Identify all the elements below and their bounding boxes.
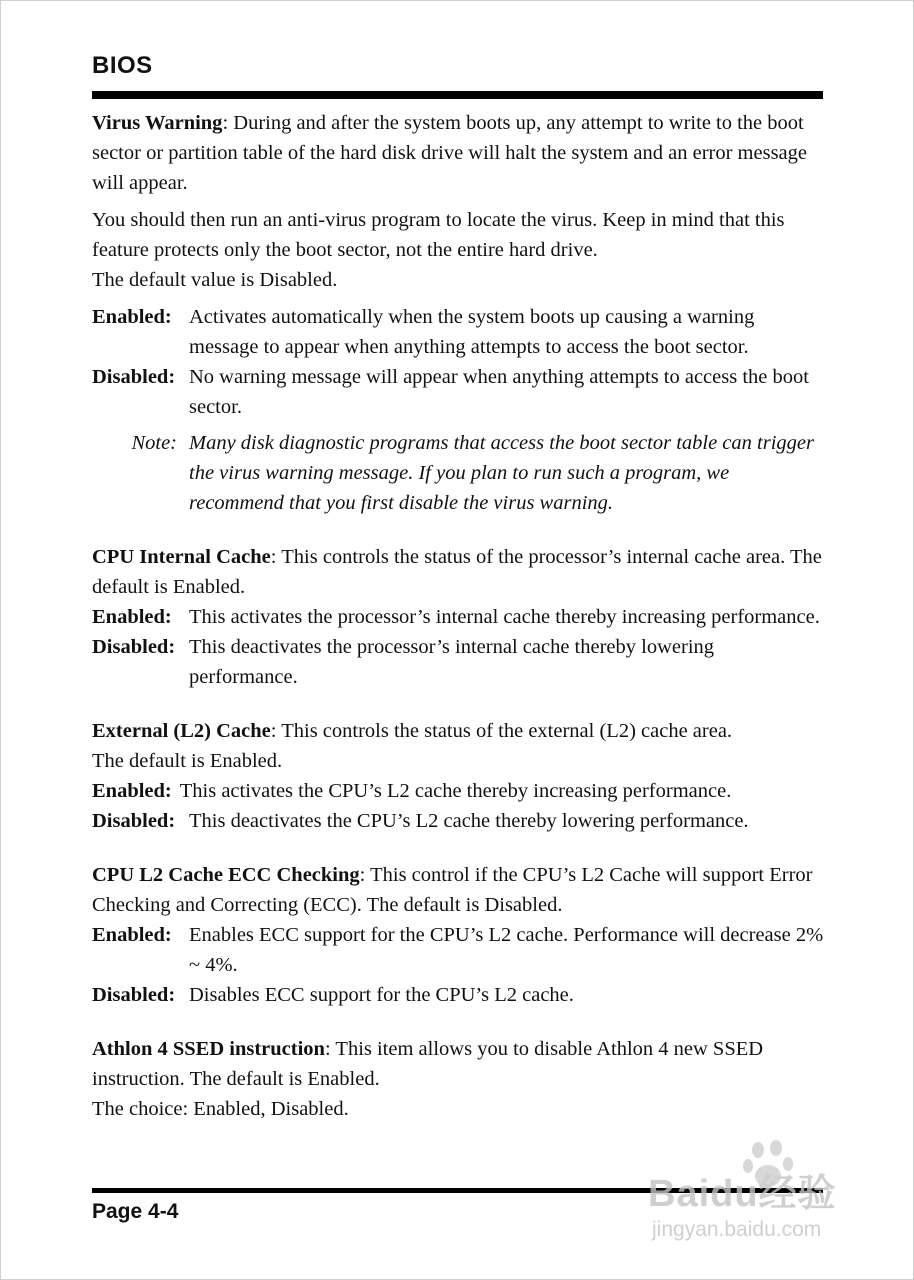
option-text: This activates the processor’s internal cache thereby increasing performance.: [189, 606, 820, 628]
option-label: Disabled:: [92, 984, 176, 1006]
virus-warning-term: Virus Warning: [92, 112, 223, 134]
page-number: Page 4-4: [92, 1200, 179, 1223]
option-label: Enabled:: [92, 606, 172, 628]
option-text: This deactivates the processor’s internal cache thereby lowering performance.: [189, 636, 715, 688]
external-l2-cache-default: The default is Enabled.: [92, 750, 283, 772]
athlon-ssed-section: [92, 1034, 827, 1124]
note-label: Note:: [131, 432, 177, 454]
virus-warning-option-disabled: [92, 362, 827, 422]
page-content: [92, 108, 827, 1124]
watermark-url: jingyan.baidu.com: [652, 1218, 822, 1241]
cpu-internal-cache-option-disabled: [92, 632, 827, 692]
l2-ecc-term: CPU L2 Cache ECC Checking: [92, 864, 360, 886]
athlon-ssed-intro: [92, 1034, 827, 1094]
virus-warning-intro: [92, 108, 827, 198]
option-label: Disabled:: [92, 636, 176, 658]
l2-ecc-section: [92, 860, 827, 1010]
note-text: Many disk diagnostic programs that access the boot sector table can trigger the virus warning message. If you plan to run such a program, we recommend that you first disable the virus warning.: [189, 432, 814, 514]
l2-ecc-option-disabled: [92, 980, 827, 1010]
external-l2-cache-option-enabled: [92, 776, 827, 806]
baidu-watermark: [648, 1140, 868, 1250]
virus-warning-para2: You should then run an anti-virus program to locate the virus. Keep in mind that this feature protects only the boot sector, not the entire hard drive.: [92, 209, 785, 261]
page-header-title: BIOS: [92, 52, 153, 79]
athlon-ssed-term: Athlon 4 SSED instruction: [92, 1038, 325, 1060]
option-label: Enabled:: [92, 924, 172, 946]
option-text: No warning message will appear when anything attempts to access the boot sector.: [189, 366, 809, 418]
external-l2-cache-desc: : This controls the status of the external (L2) cache area.: [270, 720, 733, 742]
header-rule: [92, 91, 823, 99]
l2-ecc-intro: [92, 860, 827, 920]
external-l2-cache-intro: [92, 716, 827, 746]
l2-ecc-option-enabled: [92, 920, 827, 980]
virus-warning-desc: : During and after the system boots up, any attempt to write to the boot sector or partition table of the hard disk drive will halt the system and an error message will appear.: [92, 112, 808, 194]
option-text: This activates the CPU’s L2 cache thereby increasing performance.: [179, 780, 732, 802]
external-l2-cache-option-disabled: [92, 806, 827, 836]
athlon-ssed-choice: The choice: Enabled, Disabled.: [92, 1098, 349, 1120]
cpu-internal-cache-intro: [92, 542, 827, 602]
virus-warning-option-enabled: [92, 302, 827, 362]
option-label: Enabled:: [92, 306, 172, 328]
athlon-ssed-desc: : This item allows you to disable Athlon 4 new SSED instruction. The default is Enabled.: [92, 1038, 764, 1090]
option-label: Enabled:: [92, 780, 172, 802]
cpu-internal-cache-term: CPU Internal Cache: [92, 546, 271, 568]
watermark-logo: Baidu经验: [648, 1173, 837, 1215]
l2-ecc-desc: : This control if the CPU’s L2 Cache will support Error Checking and Correcting (ECC). The default is Disabled.: [92, 864, 813, 916]
option-text: Activates automatically when the system boots up causing a warning message to appear when anything attempts to access the boot sector.: [189, 306, 755, 358]
option-label: Disabled:: [92, 366, 176, 388]
virus-warning-section: [92, 108, 827, 518]
option-label: Disabled:: [92, 810, 176, 832]
option-text: This deactivates the CPU’s L2 cache thereby lowering performance.: [189, 810, 749, 832]
cpu-internal-cache-desc: : This controls the status of the processor’s internal cache area. The default is Enabled.: [92, 546, 822, 598]
cpu-internal-cache-section: [92, 542, 827, 692]
external-l2-cache-section: [92, 716, 827, 836]
virus-warning-note: [92, 428, 827, 518]
cpu-internal-cache-option-enabled: [92, 602, 827, 632]
external-l2-cache-term: External (L2) Cache: [92, 720, 271, 742]
virus-warning-default: The default value is Disabled.: [92, 269, 338, 291]
option-text: Disables ECC support for the CPU’s L2 cache.: [189, 984, 574, 1006]
option-text: Enables ECC support for the CPU’s L2 cache. Performance will decrease 2% ~ 4%.: [189, 924, 824, 976]
